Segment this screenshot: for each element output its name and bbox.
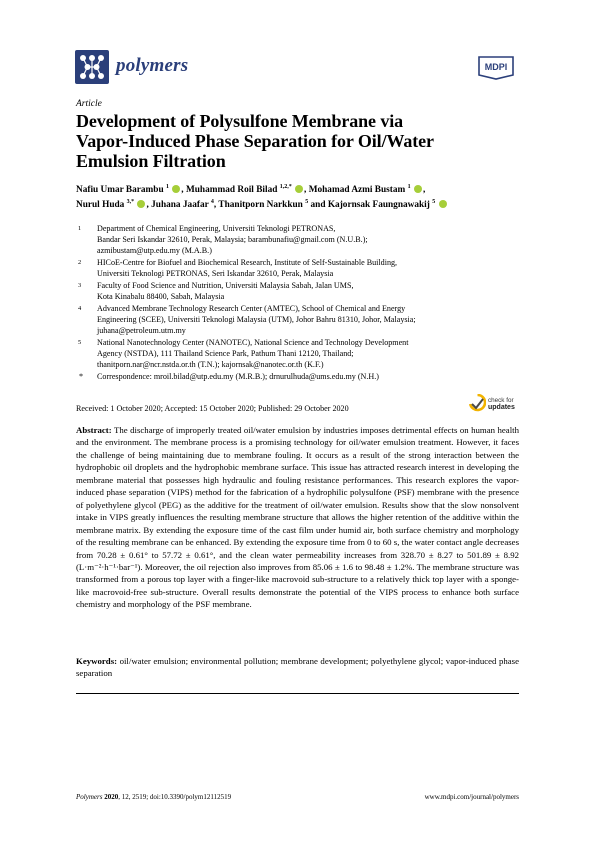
journal-url-link[interactable]: www.mdpi.com/journal/polymers	[424, 793, 519, 801]
title-line: Emulsion Filtration	[76, 151, 226, 171]
affiliation-number: 3	[78, 282, 82, 290]
author-name[interactable]: Nafiu Umar Barambu	[76, 185, 164, 195]
author-affiliation-sup: 3,*	[126, 198, 135, 205]
affiliation-item	[78, 337, 518, 371]
affiliation-line: HICoE-Centre for Biofuel and Biochemical Research, Institute of Self-Sustainable Building,	[97, 258, 398, 268]
affiliation-item	[78, 223, 518, 257]
affiliation-number: 4	[78, 304, 82, 312]
affiliation-number: 1	[78, 225, 82, 232]
affiliation-number: 2	[78, 259, 82, 267]
author-affiliation-sup: 5	[432, 198, 436, 205]
check-for-updates-line2: updates	[488, 404, 515, 412]
abstract-label: Abstract:	[76, 425, 112, 435]
article-type-label: Article	[76, 99, 102, 109]
affiliation-line: Advanced Membrane Technology Research Center (AMTEC), School of Chemical and Energy	[97, 303, 406, 313]
author-affiliation-sup: 1	[165, 183, 169, 190]
author-list: Nafiu Umar Barambu $^1$ , Muhammad Roil Bilad $^{1,2,*}$ , Mohamad Azmi Bustam $^1$ , Nurul Huda $^{3,*}$ , Juhana Jaafar $^4$, Thanitporn Narkkun $^5$ and Kajornsak Faungnawakij $^5$	[76, 183, 521, 213]
author-affiliation-sup: 5	[305, 198, 309, 205]
keywords-label: Keywords:	[76, 656, 118, 666]
affiliation-item	[78, 303, 518, 337]
orcid-icon[interactable]	[172, 185, 180, 193]
author-affiliation-sup: 1,2,*	[279, 183, 292, 190]
mdpi-logo-text: MDPI	[484, 62, 508, 72]
footer-journal-name: Polymers	[76, 793, 103, 801]
affiliation-line: Faculty of Food Science and Nutrition, Universiti Malaysia Sabah, Jalan UMS,	[97, 281, 354, 291]
footer-doi[interactable]: , 12, 2519; doi:10.3390/polym12112519	[118, 793, 232, 801]
affiliation-line: Bandar Seri Iskandar 32610, Perak, Malaysia; barambunafiu@gmail.com (N.U.B.);	[97, 235, 368, 245]
author-affiliation-sup: 4	[210, 198, 214, 205]
title-line: Development of Polysulfone Membrane via	[76, 111, 404, 131]
check-for-updates-button[interactable]	[469, 394, 517, 416]
affiliation-line: Department of Chemical Engineering, Universiti Teknologi PETRONAS,	[97, 224, 336, 233]
paper-title	[76, 111, 516, 171]
author-name[interactable]: Mohamad Azmi Bustam	[308, 185, 406, 195]
check-for-updates-line1: check for	[488, 397, 514, 404]
mdpi-logo-icon	[473, 53, 519, 81]
check-for-updates-icon	[469, 394, 486, 414]
affiliation-list	[78, 223, 518, 383]
publication-dates: Received: 1 October 2020; Accepted: 15 October 2020; Published: 29 October 2020	[76, 404, 349, 413]
keywords-section	[76, 655, 519, 680]
correspondence-marker: *	[79, 372, 84, 382]
citation-footer	[76, 793, 231, 801]
affiliation-line: Agency (NSTDA), 111 Thailand Science Park, Pathum Thani 12120, Thailand;	[97, 349, 354, 359]
check-for-updates-label	[488, 397, 515, 411]
correspondence-item	[78, 371, 518, 382]
affiliation-item	[78, 257, 518, 279]
polymers-journal-logo-icon	[75, 50, 109, 84]
orcid-icon[interactable]	[137, 200, 145, 208]
author-name[interactable]: Kajornsak Faungnawakij	[327, 200, 430, 210]
orcid-icon[interactable]	[295, 185, 303, 193]
affiliation-item	[78, 280, 518, 302]
affiliation-line: juhana@petroleum.utm.my	[97, 326, 186, 336]
abstract-text: The discharge of improperly treated oil/water emulsion by industries imposes detrimental effects on human health and the environment. The membrane process is a promising technology for oil/water emulsion treatment. However, it faces the challenge of being maintaining due to membrane fouling. It occurs as a result of the strong interaction between the hydrophobic oil droplets and the hydrophobic membrane surface. This issue has attracted research interest in developing the membrane material that possesses high hydraulic and fouling resistance performances. This research explores the vapor-induced phase separation (VIPS) method for the fabrication of a hydrophilic polysulfone (PSF) membrane with the presence of polyethylene glycol (PEG) as the additive for the treatment of oil/water emulsion. Results show that the slow nonsolvent intake in VIPS greatly influences the resulting membrane structure that allows the higher retention of the additive within the membrane matrix. By extending the exposure time of the cast film under humid air, both surface chemistry and morphology of the resulting membrane can be enhanced. By extending the exposure time from 0 to 60 s, the water contact angle decreases from 70.28 ± 0.61° to 57.72 ± 0.61°, and the clean water permeability increases from 328.70 ± 8.27 to 501.89 ± 8.92 (L·m⁻²·h⁻¹·bar⁻¹). Moreover, the oil rejection also improves from 85.06 ± 1.6 to 98.48 ± 1.2%. The membrane structure was transformed from a porous top layer with a finger-like macrovoid sub-structure to a relatively thick top layer with a sponge-like macrovoid-free sub-structure. Overall results demonstrate the potential of the VIPS process to enhance both surface chemistry and morphology of the PSF membrane.	[76, 425, 519, 610]
journal-name: polymers	[116, 55, 189, 76]
author-affiliation-sup: 1	[407, 183, 411, 190]
orcid-icon[interactable]	[439, 200, 447, 208]
author-name[interactable]: Thanitporn Narkkun	[218, 200, 303, 210]
affiliation-line: thanitporn.nar@ncr.nstda.or.th (T.N.); kajornsak@nanotec.or.th (K.F.)	[97, 360, 324, 370]
keywords-text: oil/water emulsion; environmental pollution; membrane development; polyethylene glycol; vapor-induced phase separation	[76, 656, 519, 679]
affiliation-line: Universiti Teknologi PETRONAS, Seri Iskandar 32610, Perak, Malaysia	[97, 269, 334, 279]
author-name[interactable]: Nurul Huda	[76, 200, 125, 210]
correspondence-line: Correspondence: mroil.bilad@utp.edu.my (M.R.B.); drnurulhuda@ums.edu.my (N.H.)	[97, 372, 379, 382]
title-line: Vapor-Induced Phase Separation for Oil/Water	[76, 131, 434, 151]
section-divider	[76, 693, 519, 694]
affiliation-line: azmibustam@utp.edu.my (M.A.B.)	[97, 246, 212, 256]
affiliation-number: 5	[78, 339, 82, 347]
author-name[interactable]: Muhammad Roil Bilad	[185, 185, 278, 195]
footer-year: 2020	[104, 793, 119, 801]
affiliation-line: Kota Kinabalu 88400, Sabah, Malaysia	[97, 292, 225, 302]
affiliation-line: National Nanotechnology Center (NANOTEC), National Science and Technology Development	[97, 338, 409, 348]
affiliation-line: Engineering (SCEE), Universiti Teknologi Malaysia (UTM), Johor Bahru 81310, Johor, Malaysia;	[97, 315, 416, 325]
author-name[interactable]: Juhana Jaafar	[151, 200, 209, 210]
abstract-section	[76, 424, 519, 611]
orcid-icon[interactable]	[414, 185, 422, 193]
